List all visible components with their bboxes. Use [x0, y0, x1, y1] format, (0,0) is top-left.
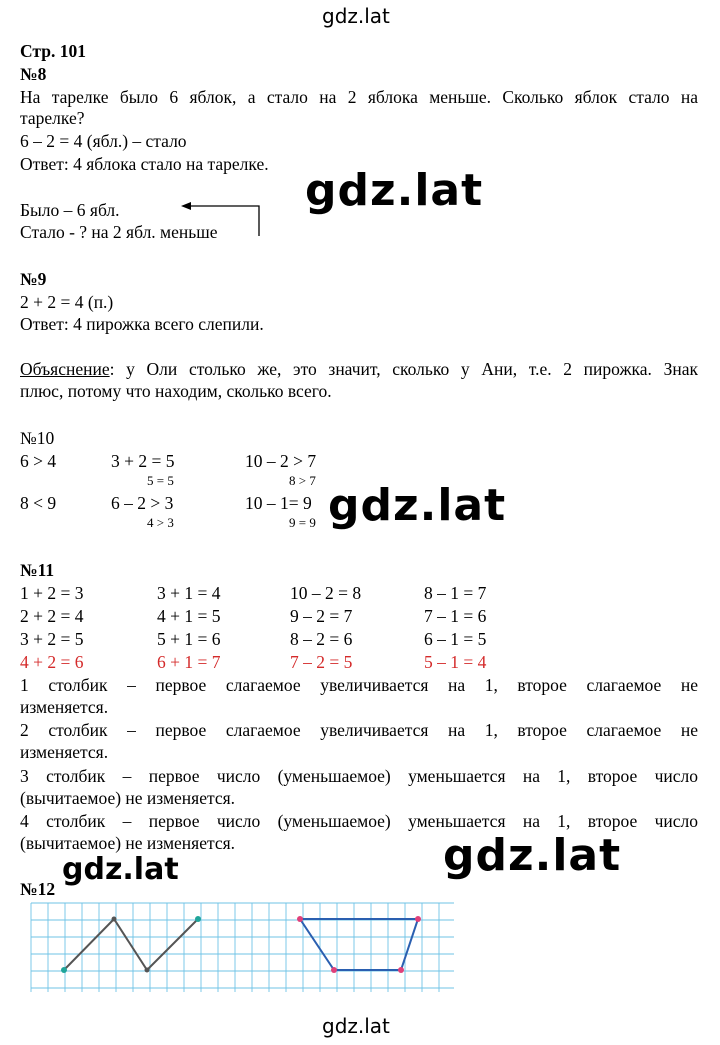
explanation-label: Объяснение	[20, 359, 110, 379]
task8-short-line1: Было – 6 ябл.	[20, 200, 120, 220]
watermark-2: gdz.lat	[328, 480, 507, 531]
task10-r2c2: 6 – 2 > 3	[111, 493, 174, 513]
task10-r2c3: 10 – 1= 9	[245, 493, 312, 513]
point	[398, 967, 404, 973]
t11-r1c1: 1 + 2 = 3	[20, 583, 84, 603]
explanation-text: : у Оли столько же, это значит, сколько у Ани, т.е. 2 пирожка. Знак	[109, 359, 698, 379]
point	[61, 967, 67, 973]
t11-col2-line2: изменяется.	[20, 742, 109, 762]
t11-r3c3: 8 – 2 = 6	[290, 629, 353, 649]
point	[331, 967, 337, 973]
t11-r2c2: 4 + 1 = 5	[157, 606, 221, 626]
t11-col4-line1: 4 столбик – первое число (уменьшаемое) уменьшается на 1, второе число	[20, 811, 698, 831]
task10-r2c1: 8 < 9	[20, 493, 57, 513]
t11-r2c4: 7 – 1 = 6	[424, 606, 487, 626]
task11-number: №11	[20, 560, 55, 580]
task9-explanation-line2: плюс, потому что находим, сколько всего.	[20, 381, 332, 401]
task8-question-line2: тарелке?	[20, 108, 85, 128]
watermark-3: gdz.lat	[443, 830, 622, 881]
zigzag-line	[64, 919, 198, 970]
t11-col1-line1: 1 столбик – первое слагаемое увеличивается на 1, второе слагаемое не	[20, 675, 698, 695]
t11-r1c3: 10 – 2 = 8	[290, 583, 362, 603]
task10-r1c2: 3 + 2 = 5	[111, 451, 175, 471]
t11-col2-line1: 2 столбик – первое слагаемое увеличивается на 1, второе слагаемое не	[20, 720, 698, 740]
t11-col3-line1: 3 столбик – первое число (уменьшаемое) уменьшается на 1, второе число	[20, 766, 698, 786]
t11-r1c4: 8 – 1 = 7	[424, 583, 487, 603]
task12-number: №12	[20, 879, 56, 899]
t11-r2c3: 9 – 2 = 7	[290, 606, 353, 626]
watermark-top: gdz.lat	[322, 4, 390, 28]
page-header: Стр. 101	[20, 41, 86, 61]
task10-r1c1: 6 > 4	[20, 451, 57, 471]
task9-solution: 2 + 2 = 4 (п.)	[20, 292, 114, 312]
task9-answer: Ответ: 4 пирожка всего слепили.	[20, 314, 264, 334]
grid-drawing	[30, 902, 456, 994]
task10-r1c3-sub: 8 > 7	[289, 473, 316, 488]
task9-explanation-line1	[20, 358, 698, 381]
point	[415, 916, 421, 922]
t11-r4c1: 4 + 2 = 6	[20, 652, 84, 672]
task8-solution: 6 – 2 = 4 (ябл.) – стало	[20, 131, 187, 151]
t11-r3c2: 5 + 1 = 6	[157, 629, 221, 649]
t11-col1-line2: изменяется.	[20, 697, 109, 717]
t11-r4c4: 5 – 1 = 4	[424, 652, 487, 672]
task10-r2c2-sub: 4 > 3	[147, 515, 174, 530]
t11-r1c2: 3 + 1 = 4	[157, 583, 221, 603]
task8-short-line2: Стало - ? на 2 ябл. меньше	[20, 222, 218, 242]
task8-number: №8	[20, 64, 47, 84]
task8-question-line1: На тарелке было 6 яблок, а стало на 2 яблока меньше. Сколько яблок стало на	[20, 87, 698, 107]
trapezoid-shape	[300, 919, 418, 970]
t11-col4-line2: (вычитаемое) не изменяется.	[20, 833, 236, 853]
task8-answer: Ответ: 4 яблока стало на тарелке.	[20, 154, 269, 174]
task9-number: №9	[20, 269, 47, 289]
watermark-1: gdz.lat	[305, 165, 484, 216]
t11-r3c1: 3 + 2 = 5	[20, 629, 84, 649]
point	[145, 968, 150, 973]
point	[195, 916, 201, 922]
watermark-bottom: gdz.lat	[322, 1014, 390, 1038]
t11-r4c2: 6 + 1 = 7	[157, 652, 221, 672]
t11-r4c3: 7 – 2 = 5	[290, 652, 353, 672]
task10-r1c3: 10 – 2 > 7	[245, 451, 317, 471]
point	[112, 917, 117, 922]
task10-r1c2-sub: 5 = 5	[147, 473, 174, 488]
grid-lines	[31, 903, 454, 992]
t11-r2c1: 2 + 2 = 4	[20, 606, 84, 626]
task10-r2c3-sub: 9 = 9	[289, 515, 316, 530]
t11-r3c4: 6 – 1 = 5	[424, 629, 487, 649]
point	[297, 916, 303, 922]
t11-col3-line2: (вычитаемое) не изменяется.	[20, 788, 236, 808]
watermark-4: gdz.lat	[62, 852, 179, 887]
task10-number: №10	[20, 428, 55, 448]
comparison-arrow	[175, 198, 270, 238]
